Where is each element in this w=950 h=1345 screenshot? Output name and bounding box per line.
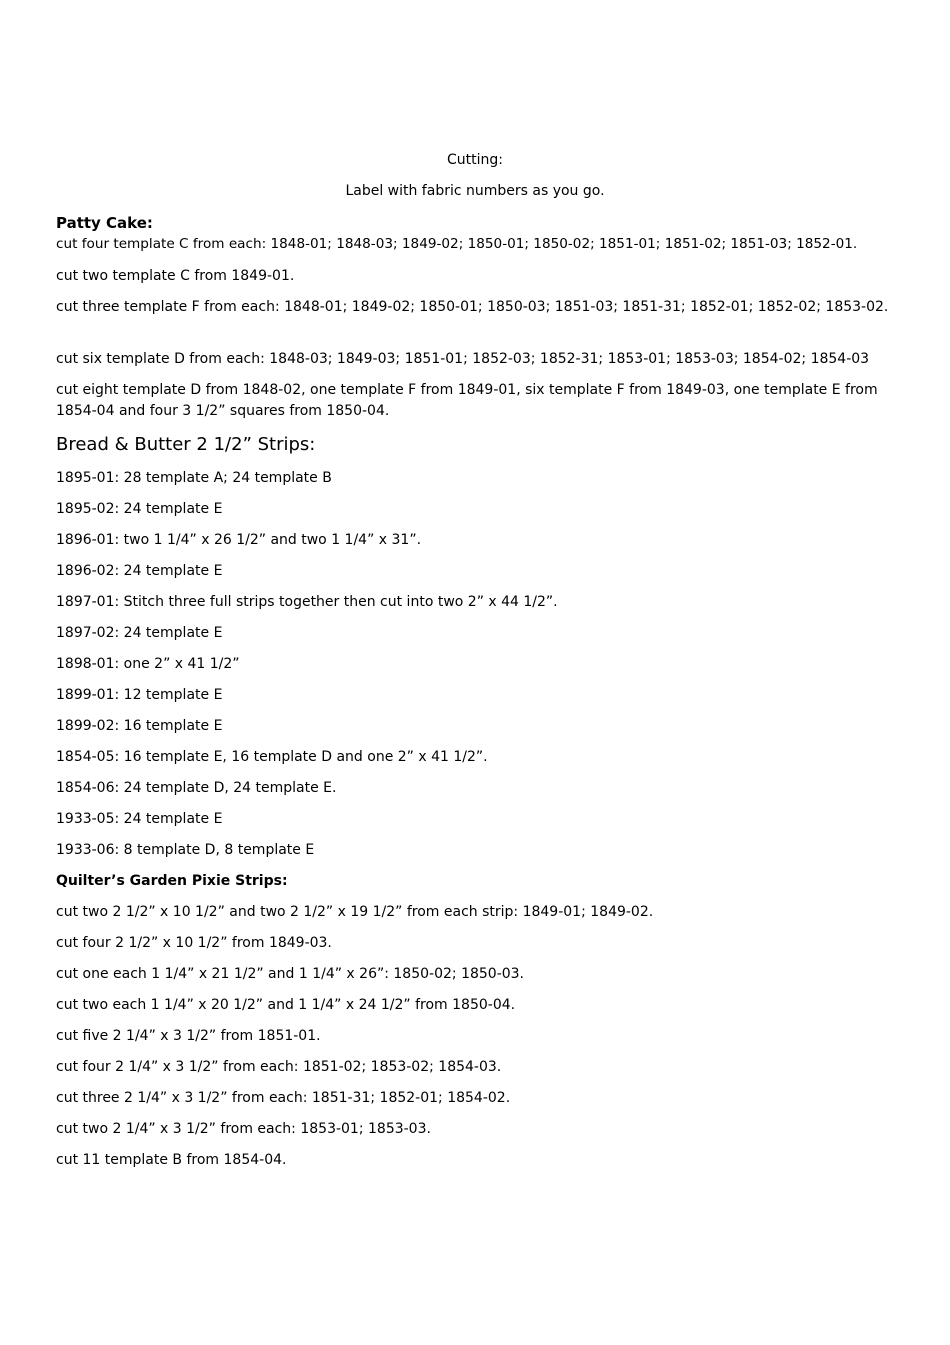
bread-butter-line: 1899-02: 16 template E [56, 718, 223, 734]
quilters-garden-line: cut four 2 1/2” x 10 1/2” from 1849-03. [56, 935, 332, 951]
bread-butter-line: 1897-02: 24 template E [56, 625, 223, 641]
bread-butter-line: 1898-01: one 2” x 41 1/2” [56, 656, 240, 672]
bread-butter-line: 1896-02: 24 template E [56, 563, 223, 579]
quilters-garden-line: cut two each 1 1/4” x 20 1/2” and 1 1/4” x 24 1/2” from 1850-04. [56, 997, 516, 1013]
bread-butter-line: 1899-01: 12 template E [56, 687, 223, 703]
patty-cake-heading: Patty Cake: [56, 214, 153, 232]
patty-cake-line: cut eight template D from 1848-02, one template F from 1849-01, six template F from 1849-03, one template E from 1854-04 and four 3 1/2” squares from 1850-04. [56, 382, 878, 419]
quilters-garden-line: cut one each 1 1/4” x 21 1/2” and 1 1/4” x 26”: 1850-02; 1850-03. [56, 966, 525, 982]
quilters-garden-line: cut five 2 1/4” x 3 1/2” from 1851-01. [56, 1028, 321, 1044]
patty-cake-line: cut four template C from each: 1848-01; 1848-03; 1849-02; 1850-01; 1850-02; 1851-01; 1851-02; 1851-03; 1852-01. [56, 236, 858, 252]
quilters-garden-line: cut three 2 1/4” x 3 1/2” from each: 1851-31; 1852-01; 1854-02. [56, 1090, 511, 1106]
quilters-garden-line: cut four 2 1/4” x 3 1/2” from each: 1851-02; 1853-02; 1854-03. [56, 1059, 502, 1075]
bread-butter-line: 1896-01: two 1 1/4” x 26 1/2” and two 1 1/4” x 31”. [56, 532, 422, 548]
page-title: Cutting: [447, 152, 503, 168]
page-subtitle: Label with fabric numbers as you go. [345, 183, 605, 199]
bread-butter-line: 1933-06: 8 template D, 8 template E [56, 842, 315, 858]
quilters-garden-heading: Quilter’s Garden Pixie Strips: [56, 873, 288, 889]
patty-cake-line: cut three template F from each: 1848-01; 1849-02; 1850-01; 1850-03; 1851-03; 1851-31; 1852-01; 1852-02; 1853-02. [56, 299, 889, 315]
bread-butter-line: 1895-01: 28 template A; 24 template B [56, 470, 332, 486]
bread-butter-line: 1854-06: 24 template D, 24 template E. [56, 780, 337, 796]
bread-butter-line: 1895-02: 24 template E [56, 501, 223, 517]
bread-butter-heading: Bread & Butter 2 1/2” Strips: [56, 434, 316, 455]
patty-cake-line: cut six template D from each: 1848-03; 1849-03; 1851-01; 1852-03; 1852-31; 1853-01; 1853-03; 1854-02; 1854-03 [56, 351, 870, 367]
bread-butter-line: 1933-05: 24 template E [56, 811, 223, 827]
quilters-garden-line: cut two 2 1/2” x 10 1/2” and two 2 1/2” x 19 1/2” from each strip: 1849-01; 1849-02. [56, 904, 654, 920]
quilters-garden-line: cut 11 template B from 1854-04. [56, 1152, 287, 1168]
bread-butter-line: 1897-01: Stitch three full strips together then cut into two 2” x 44 1/2”. [56, 594, 558, 610]
bread-butter-line: 1854-05: 16 template E, 16 template D and one 2” x 41 1/2”. [56, 749, 488, 765]
patty-cake-line: cut two template C from 1849-01. [56, 268, 295, 284]
quilters-garden-line: cut two 2 1/4” x 3 1/2” from each: 1853-01; 1853-03. [56, 1121, 431, 1137]
